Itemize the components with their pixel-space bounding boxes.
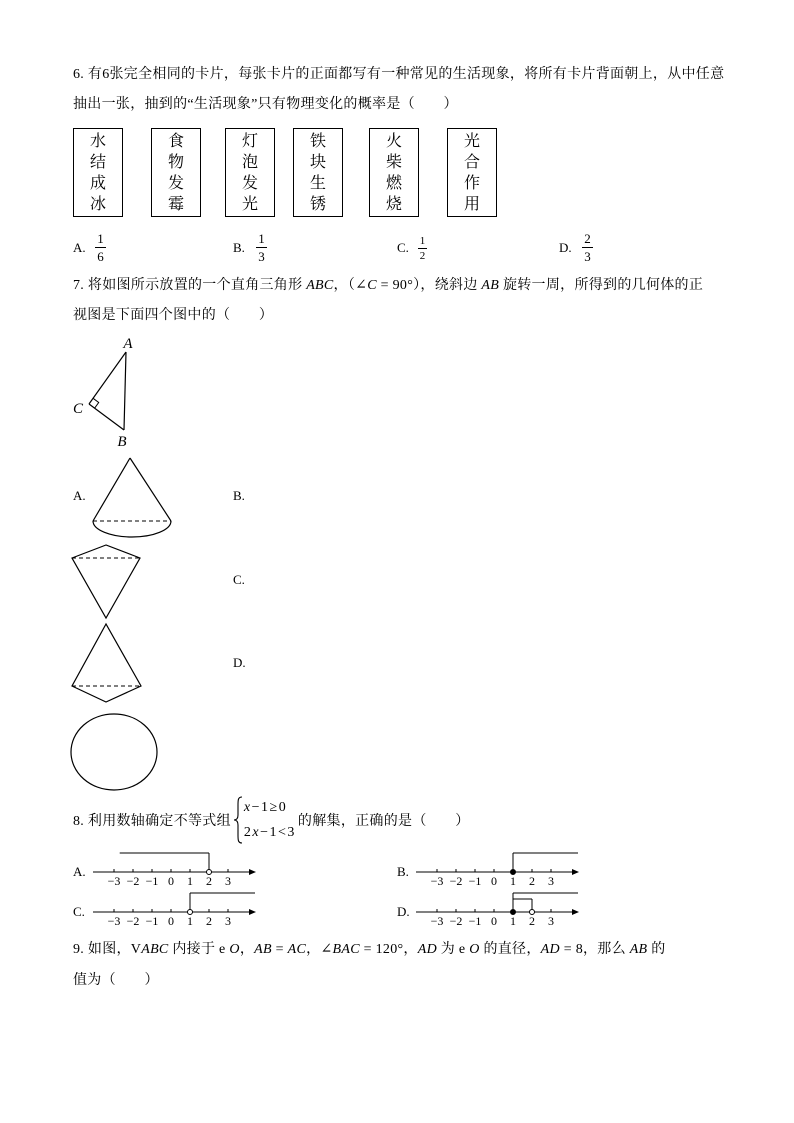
- question-6-option-d-fraction: [582, 231, 593, 264]
- tick-label: 0: [491, 914, 497, 928]
- text-segment: = 120°，: [359, 942, 418, 957]
- tick-label: −1: [468, 874, 482, 888]
- tick-label: −2: [126, 914, 140, 928]
- card-5: [369, 128, 419, 217]
- inequality-2: [244, 820, 296, 845]
- ellipse-figure: [65, 708, 165, 798]
- text-segment: = 8，那么: [559, 942, 630, 957]
- left-brace-icon: [233, 796, 243, 844]
- math-expression: AD: [417, 942, 437, 957]
- text-segment: 的: [647, 942, 666, 957]
- cone-base-arc: [93, 521, 171, 537]
- question-8-lead: 8. 利用数轴确定不等式组: [73, 814, 231, 829]
- tick-label: −3: [107, 914, 121, 928]
- cone-right-edge: [130, 458, 171, 521]
- card-4-text: 铁块生锈: [309, 132, 326, 213]
- right-angle-marker: [93, 398, 99, 408]
- tick-label: 3: [225, 874, 231, 888]
- arrow-right-icon: [572, 909, 579, 915]
- inequality-system: [244, 795, 296, 845]
- open-endpoint-circle: [188, 910, 193, 915]
- math-expression: AC: [287, 942, 307, 957]
- card-5-text: 火柴燃烧: [385, 132, 402, 213]
- tick-label: 2: [529, 914, 535, 928]
- fraction-numerator: 1: [97, 231, 104, 246]
- tick-label: −3: [430, 914, 444, 928]
- question-8-option-a-label: A.: [73, 864, 86, 879]
- double-cone-outline: [72, 624, 141, 702]
- question-7-option-b-label: B.: [233, 488, 245, 503]
- ellipse-outline: [71, 714, 157, 790]
- tick-label: 1: [510, 914, 516, 928]
- question-7-text-line-1: [73, 277, 703, 295]
- text-segment: −1≥0: [251, 800, 288, 815]
- card-6-text: 光合作用: [463, 132, 480, 213]
- math-expression: ABC: [141, 942, 169, 957]
- math-expression: O: [469, 942, 480, 957]
- open-endpoint-circle: [530, 910, 535, 915]
- question-8-option-c-label: C.: [73, 904, 85, 919]
- question-6-option-d-label: D.: [559, 240, 572, 255]
- question-9-text-line-2: [73, 972, 159, 990]
- fraction-bar: [95, 247, 106, 248]
- tick-label: 1: [187, 914, 193, 928]
- fraction-denominator: 3: [584, 249, 591, 264]
- inequality-1: [244, 795, 296, 820]
- tick-label: −2: [449, 874, 463, 888]
- math-expression: AB: [481, 278, 500, 293]
- math-expression: O: [229, 942, 240, 957]
- fraction-denominator: 6: [97, 249, 104, 264]
- fraction-numerator: 1: [258, 231, 265, 246]
- question-6-option-b-fraction: [256, 231, 267, 264]
- question-6-text-line-1: 6. 有6张完全相同的卡片，每张卡片的正面都写有一种常见的生活现象，将所有卡片背面朝上，从中任意: [73, 67, 725, 82]
- closed-endpoint-dot: [511, 870, 516, 875]
- text-segment: −1<3: [260, 825, 296, 840]
- double-cone-short-top-figure: [65, 540, 147, 625]
- math-expression: AB: [254, 942, 272, 957]
- tick-label: 2: [529, 874, 535, 888]
- question-7-option-c-label: C.: [233, 572, 245, 587]
- question-6-option-c-fraction: [418, 235, 427, 262]
- question-6-option-a-fraction: [95, 231, 106, 264]
- text-segment: 2: [243, 825, 253, 840]
- tick-label: −1: [145, 914, 159, 928]
- question-6-option-b-label: B.: [233, 240, 245, 255]
- text-segment: = 90°），绕斜边: [376, 278, 482, 293]
- cone-figure: [85, 450, 180, 545]
- double-cone-tall-top-figure: [65, 620, 147, 710]
- tick-label: 1: [187, 874, 193, 888]
- tick-label: 3: [548, 874, 554, 888]
- open-endpoint-circle: [207, 870, 212, 875]
- math-expression: x: [252, 825, 261, 840]
- math-expression: AB: [629, 942, 648, 957]
- tick-label: −2: [449, 914, 463, 928]
- card-3: [225, 128, 275, 217]
- question-6-option-a-label: A.: [73, 240, 86, 255]
- arrow-right-icon: [249, 909, 256, 915]
- question-8-text: [73, 795, 470, 845]
- question-7-option-d-label: D.: [233, 655, 246, 670]
- tick-label: 1: [510, 874, 516, 888]
- tick-label: 3: [225, 914, 231, 928]
- fraction-numerator: 2: [584, 231, 591, 246]
- text-segment: ，（∠: [333, 278, 368, 293]
- card-3-text: 灯泡发光: [241, 132, 258, 213]
- right-triangle-abc-figure: [60, 330, 150, 455]
- tick-label: −2: [126, 874, 140, 888]
- tick-label: 2: [206, 914, 212, 928]
- tick-label: 0: [168, 914, 174, 928]
- text-segment: 内接于 e: [168, 942, 230, 957]
- tick-label: −1: [468, 914, 482, 928]
- question-8-option-b-label: B.: [397, 864, 409, 879]
- fraction-denominator: 2: [419, 250, 426, 262]
- text-segment: 为 e: [437, 942, 470, 957]
- text-segment: 视图是下面四个图中的（ ）: [73, 308, 274, 323]
- tick-label: 3: [548, 914, 554, 928]
- text-segment: 值为（ ）: [73, 973, 159, 988]
- arrow-right-icon: [249, 869, 256, 875]
- text-segment: 的直径，: [479, 942, 541, 957]
- number-line-option-d: [413, 885, 583, 933]
- double-cone-outline: [72, 545, 140, 618]
- question-8-option-d-label: D.: [397, 904, 410, 919]
- question-6-option-c-label: C.: [397, 240, 409, 255]
- tick-label: −3: [107, 874, 121, 888]
- math-expression: AD: [540, 942, 560, 957]
- vertex-label-b: B: [117, 434, 127, 450]
- fraction-denominator: 3: [258, 249, 265, 264]
- card-6: [447, 128, 497, 217]
- vertex-label-c: C: [72, 401, 84, 417]
- card-4: [293, 128, 343, 217]
- text-segment: ，∠: [306, 942, 333, 957]
- math-expression: x: [243, 800, 252, 815]
- text-segment: 7. 将如图所示放置的一个直角三角形: [73, 278, 307, 293]
- question-6-text-line-2: 抽出一张，抽到的“生活现象”只有物理变化的概率是（ ）: [73, 97, 458, 112]
- card-2-text: 食物发霉: [167, 132, 184, 213]
- tick-label: 2: [206, 874, 212, 888]
- text-segment: 9. 如图，V: [73, 942, 142, 957]
- math-expression: C: [367, 278, 377, 293]
- fraction-bar: [418, 248, 427, 249]
- question-7-text-line-2: [73, 307, 273, 325]
- text-segment: =: [271, 942, 288, 957]
- question-9-text-line-1: [73, 941, 666, 959]
- tick-label: 0: [168, 874, 174, 888]
- cone-left-edge: [93, 458, 130, 521]
- math-expression: ABC: [306, 278, 334, 293]
- question-7-option-a-label: A.: [73, 488, 86, 503]
- triangle-hypotenuse-ab: [124, 352, 126, 430]
- card-1: [73, 128, 123, 217]
- tick-label: 0: [491, 874, 497, 888]
- brace-path: [234, 797, 242, 843]
- card-1-text: 水结成冰: [89, 132, 106, 213]
- fraction-bar: [256, 247, 267, 248]
- question-8-tail: 的解集，正确的是（ ）: [297, 814, 470, 829]
- fraction-bar: [582, 247, 593, 248]
- tick-label: −3: [430, 874, 444, 888]
- text-segment: 旋转一周，所得到的几何体的正: [499, 278, 704, 293]
- number-line-option-c: [90, 885, 260, 933]
- tick-label: −1: [145, 874, 159, 888]
- math-expression: BAC: [332, 942, 360, 957]
- triangle-side-ac: [89, 352, 126, 404]
- fraction-numerator: 1: [419, 235, 426, 247]
- card-2: [151, 128, 201, 217]
- text-segment: ，: [239, 942, 255, 957]
- arrow-right-icon: [572, 869, 579, 875]
- vertex-label-a: A: [123, 336, 133, 352]
